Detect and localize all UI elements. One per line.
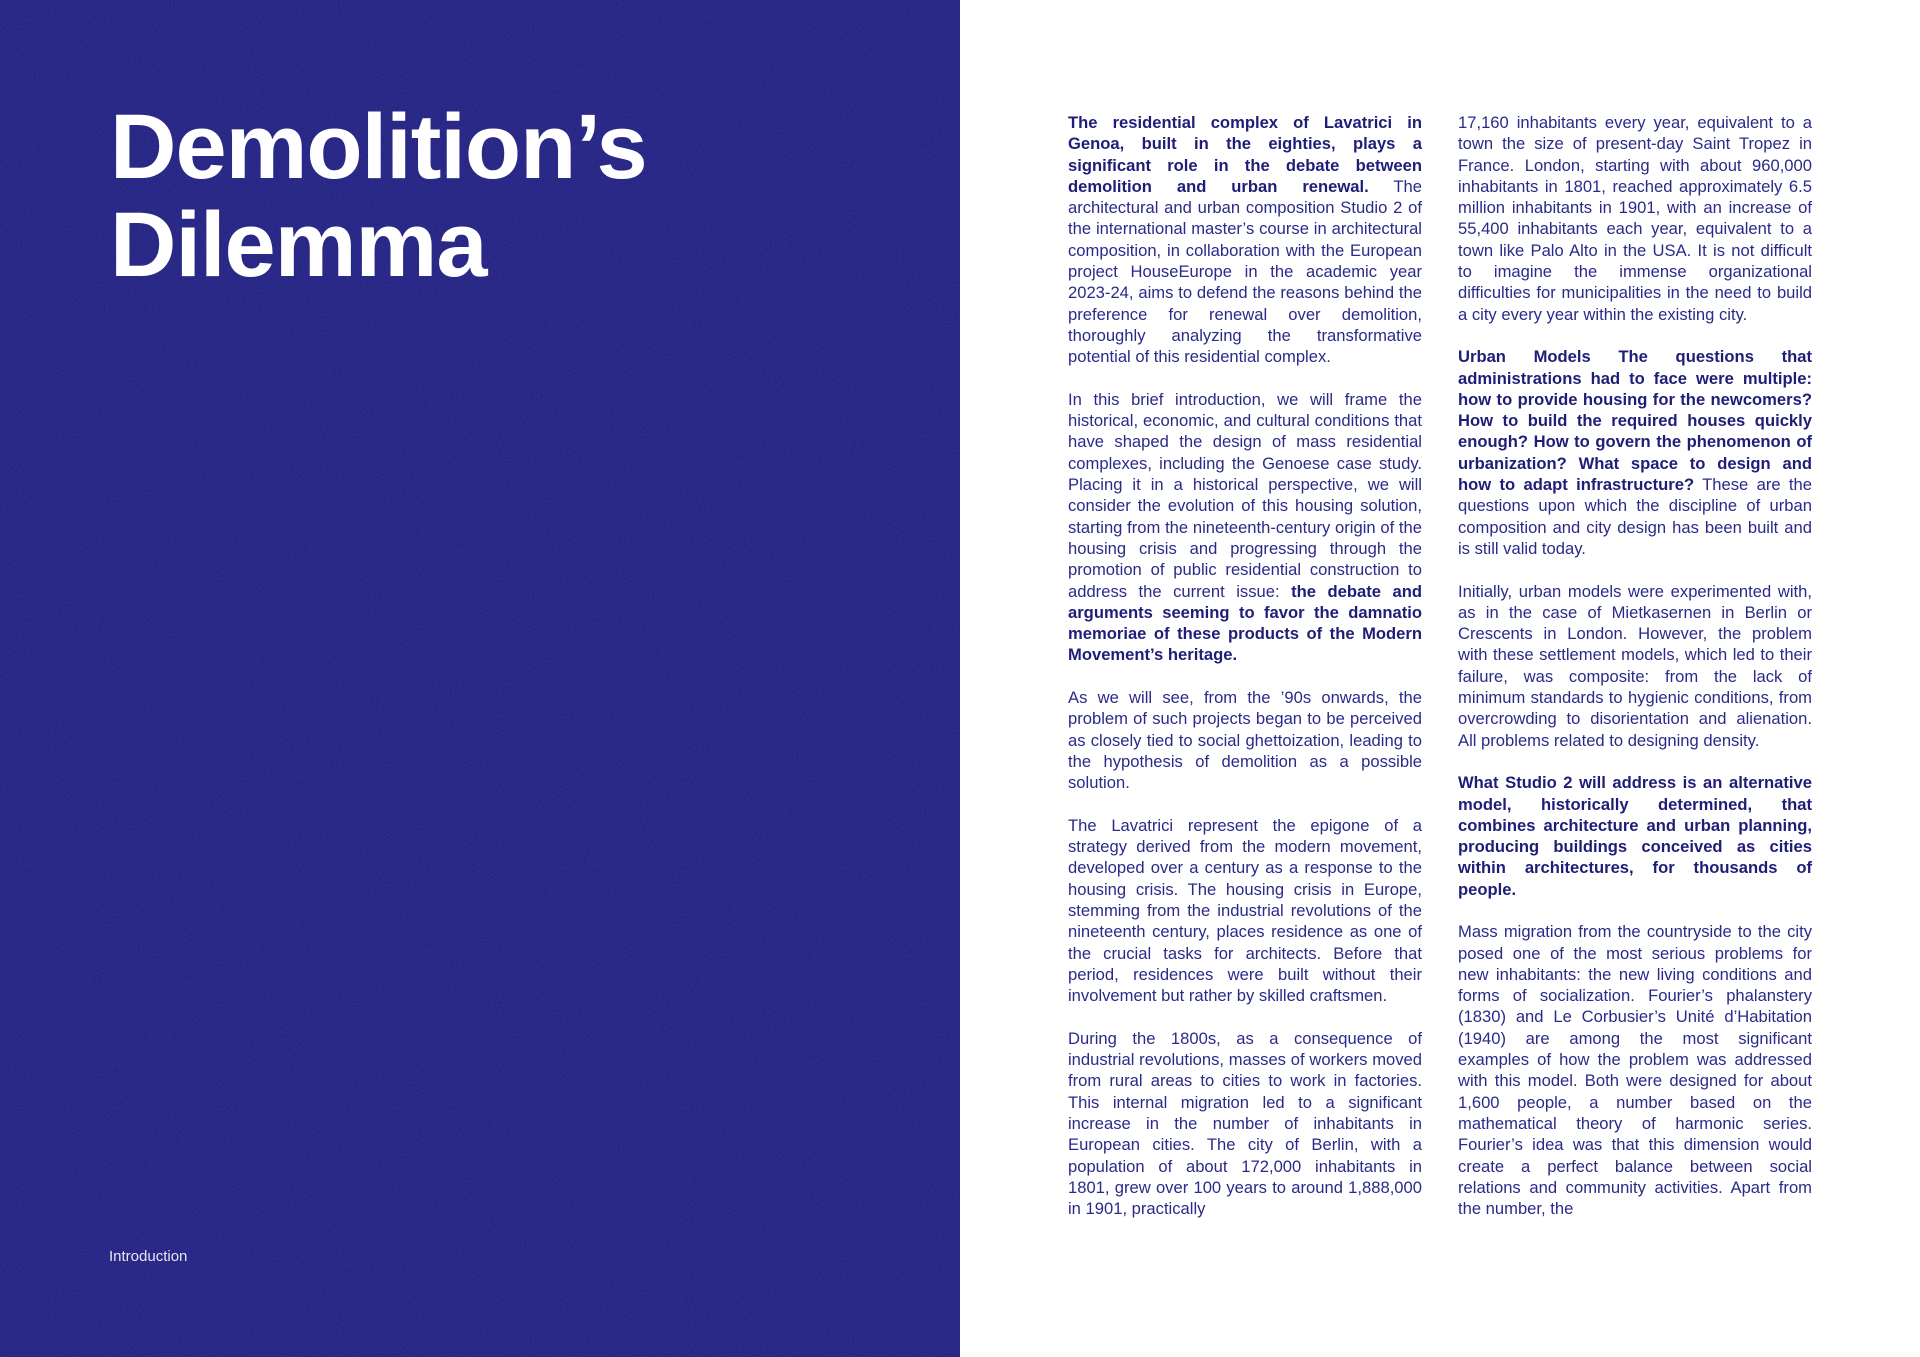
text-column-2	[1458, 112, 1812, 1241]
right-page	[960, 0, 1920, 1357]
paragraph: During the 1800s, as a consequence of industrial revolutions, masses of workers moved from rural areas to cities to work in factories. This internal migration led to a significant increase in the number of inhabitants in European cities. The city of Berlin, with a population of about 172,000 inhabitants in 1801, grew over 100 years to around 1,888,000 in 1901, practically	[1068, 1028, 1422, 1219]
title-line-1: Demolition’s	[110, 96, 647, 198]
paragraph: The Lavatrici represent the epigone of a strategy derived from the modern movement, developed over a century as a response to the housing crisis. The housing crisis in Europe, stemming from the industrial revolutions of the nineteenth century, places residence as one of the crucial tasks for architects. Before that period, residences were built without their involvement but rather by skilled craftsmen.	[1068, 815, 1422, 1006]
section-label: Introduction	[109, 1248, 188, 1265]
paragraph: Mass migration from the countryside to the city posed one of the most serious problems for new inhabitants: the new living conditions and forms of socialization. Fourier’s phalanstery (1830) and Le Corbusier’s Unité d’Habitation (1940) are among the most significant examples of how the problem was addressed with this model. Both were designed for about 1,600 people, a number based on the mathematical theory of harmonic series. Fourier’s idea was that this dimension would create a perfect balance between social relations and community activities. Apart from the number, the	[1458, 922, 1812, 1219]
paragraph	[1458, 346, 1812, 559]
paragraph-text: These are the questions upon which the discipline of urban composition and city design has been built and is still valid today.	[1458, 475, 1812, 558]
paragraph: Initially, urban models were experimented with, as in the case of Mietkasernen in Berlin or Crescents in London. However, the problem with these settlement models, which led to their failure, was composite: from the lack of minimum standards to hygienic conditions, from overcrowding to disorientation and alienation. All problems related to designing density.	[1458, 581, 1812, 750]
paragraph	[1458, 772, 1812, 900]
paragraph-text: In this brief introduction, we will frame the historical, economic, and cultural conditions that have shaped the design of mass residential complexes, including the Genoese case study. Placing it in a historical perspective, we will consider the evolution of this housing solution, starting from the nineteenth-century origin of the housing crisis and progressing through the promotion of public residential construction to address the current issue:	[1068, 389, 1422, 601]
paragraph-text: The architectural and urban composition Studio 2 of the international master’s course in architectural composition, in collaboration with the European project HouseEurope in the academic year 2023-24, aims to defend the reasons behind the preference for renewal over demolition, thoroughly analyzing the transformative potential of this residential complex.	[1068, 176, 1422, 367]
text-column-1	[1068, 112, 1422, 1241]
bold-lead: Urban Models The questions that administrations had to face were multiple: how to provide housing for the newcomers? How to build the required houses quickly enough? How to govern the phenomenon of urbanization? What space to design and how to adapt infrastructure?	[1458, 347, 1812, 495]
bold-lead: The residential complex of Lavatrici in Genoa, built in the eighties, plays a significant role in the debate between demolition and urban renewal.	[1068, 113, 1422, 196]
paragraph: 17,160 inhabitants every year, equivalent to a town the size of present-day Saint Tropez in France. London, starting with about 960,000 inhabitants in 1801, reached approximately 6.5 million inhabitants in 1901, with an increase of 55,400 inhabitants each year, equivalent to a town like Palo Alto in the USA. It is not difficult to imagine the immense organizational difficulties for municipalities in the need to build a city every year within the existing city.	[1458, 113, 1812, 324]
paragraph	[1068, 112, 1422, 368]
page-title	[110, 98, 647, 294]
title-line-2: Dilemma	[110, 194, 487, 296]
bold-emphasis: What Studio 2 will address is an alternative model, historically determined, that combines architecture and urban planning, producing buildings conceived as cities within architectures, for thousands of people.	[1458, 773, 1812, 899]
paragraph: As we will see, from the ’90s onwards, the problem of such projects began to be perceived as closely tied to social ghettoization, leading to the hypothesis of demolition as a possible solution.	[1068, 688, 1422, 793]
paragraph	[1068, 389, 1422, 666]
bold-emphasis: the debate and arguments seeming to favor the damnatio memoriae of these products of the Modern Movement’s heritage.	[1068, 581, 1422, 665]
